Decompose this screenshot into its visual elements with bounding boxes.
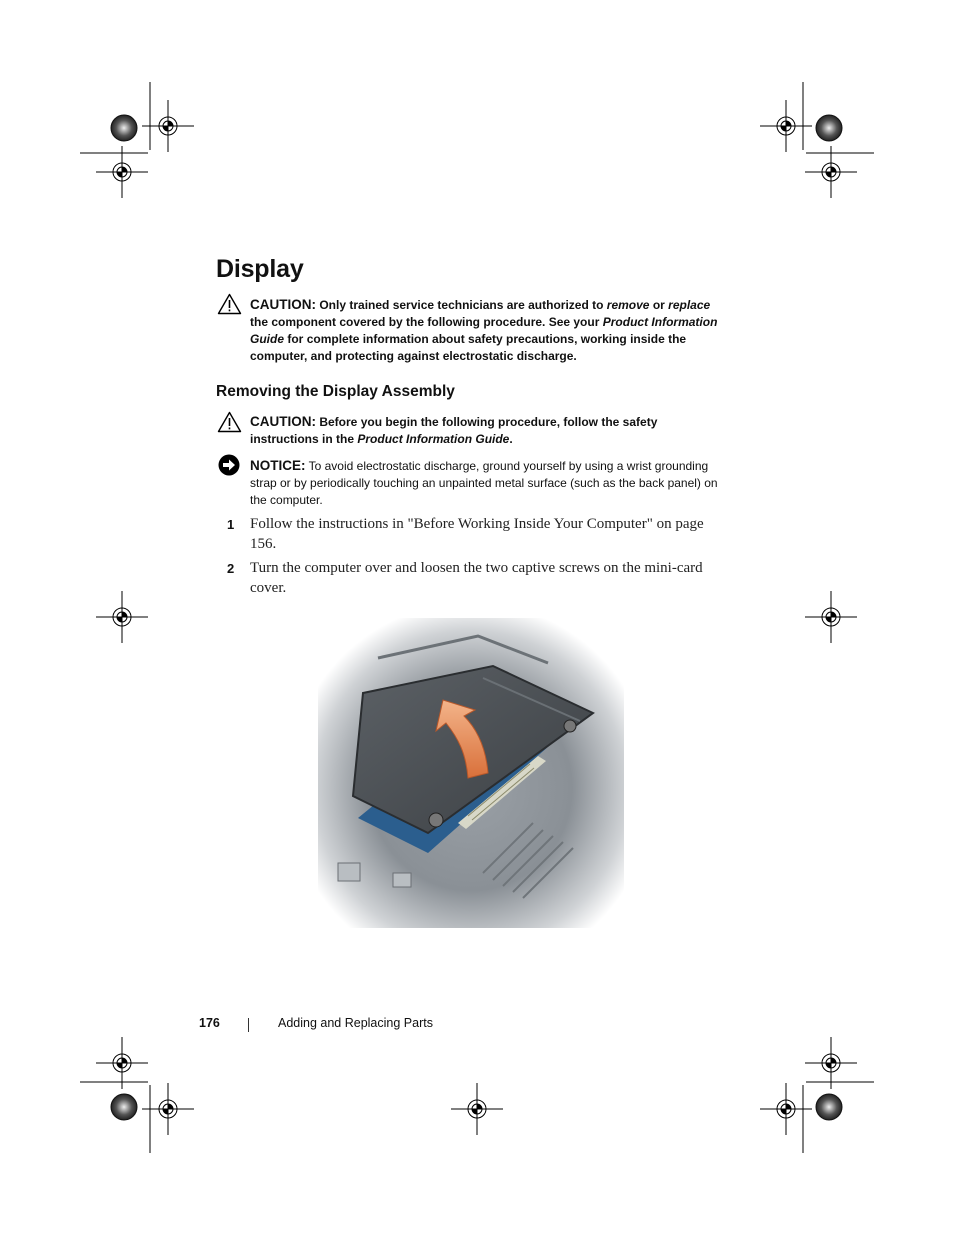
notice-text: To avoid electrostatic discharge, ground yourself by using a wrist grounding strap or by periodically touching an unpainted metal surface (such as the back panel) on the computer. xyxy=(250,459,718,507)
caution-text: Only trained service technicians are authorized to xyxy=(319,298,604,312)
caution-label: CAUTION: xyxy=(250,414,316,429)
page-title: Display xyxy=(216,255,304,283)
notice-label: NOTICE: xyxy=(250,458,306,473)
caution-triangle-icon xyxy=(217,411,242,433)
caution-emphasis: Product Information Guide xyxy=(250,315,718,346)
step-number: 1 xyxy=(227,517,235,532)
caution-text: for complete information about safety precautions, working inside the computer, and protecting against electrostatic discharge. xyxy=(250,332,687,363)
caution-emphasis: remove xyxy=(606,298,650,312)
caution-text: the component covered by the following procedure. See your xyxy=(250,315,600,329)
page-number: 176 xyxy=(199,1016,220,1030)
caution-triangle-icon xyxy=(217,293,242,315)
step-number: 2 xyxy=(227,561,235,576)
footer-divider xyxy=(248,1018,249,1032)
caution-text: or xyxy=(652,298,665,312)
caution-emphasis: Product Information Guide xyxy=(357,432,510,446)
caution-note xyxy=(250,413,720,448)
notice-note xyxy=(250,457,720,509)
caution-note xyxy=(250,296,720,365)
step-text: Turn the computer over and loosen the two captive screws on the mini-card cover. xyxy=(250,560,703,596)
caution-text: . xyxy=(509,432,513,446)
notice-arrow-icon xyxy=(218,454,240,476)
caution-text: Before you begin the following procedure, follow the safety instructions in the xyxy=(250,415,658,446)
footer-section-title: Adding and Replacing Parts xyxy=(278,1016,433,1030)
step-text: Follow the instructions in "Before Working Inside Your Computer" on page 156. xyxy=(250,516,704,552)
caution-label: CAUTION: xyxy=(250,297,316,312)
mini-card-cover-illustration xyxy=(318,618,624,928)
section-heading: Removing the Display Assembly xyxy=(216,383,455,400)
caution-emphasis: replace xyxy=(668,298,711,312)
